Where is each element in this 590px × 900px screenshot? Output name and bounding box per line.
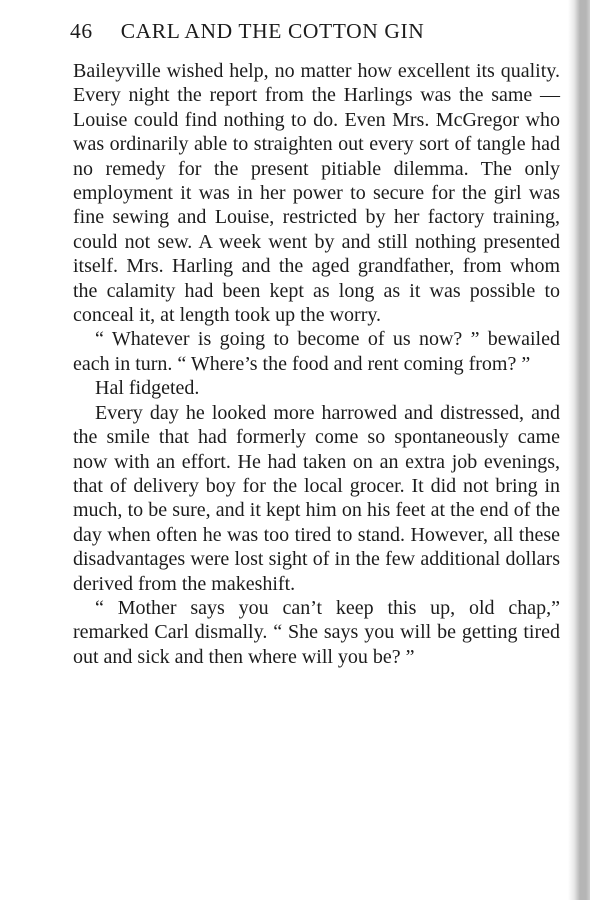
body-text xyxy=(73,59,560,669)
running-header xyxy=(70,18,560,44)
paragraph: Baileyville wished help, no matter how excellent its quality. Every night the report from the Harlings was the same — Louise could find nothing to do. Even Mrs. McGregor who was ordinarily able to straighten out every sort of tangle had no remedy for the present pitiable dilemma. The only employment it was in her power to secure for the girl was fine sewing and Louise, restricted by her factory training, could not sew. A week went by and still nothing presented itself. Mrs. Harling and the aged grandfather, from whom the calamity had been kept as long as it was possible to conceal it, at length took up the worry. xyxy=(73,60,560,327)
paragraph: “ Whatever is going to become of us now? ” bewailed each in turn. “ Where’s the food and rent coming from? ” xyxy=(73,328,560,375)
paragraph: Hal fidgeted. xyxy=(95,377,200,400)
page-edge-shadow xyxy=(568,0,590,900)
paragraph: Every day he looked more harrowed and distressed, and the smile that had formerly come so spontaneously came now with an effort. He had taken on an extra job evenings, that of delivery boy for the local grocer. It did not bring in much, to be sure, and it kept him on his feet at the end of the day when often he was too tired to stand. However, all these disadvantages were lost sight of in the few additional dollars derived from the makeshift. xyxy=(73,401,560,595)
page-number: 46 xyxy=(70,19,93,43)
paragraph: “ Mother says you can’t keep this up, old chap,” remarked Carl dismally. “ She says you will be getting tired out and sick and then where will you be? ” xyxy=(73,596,560,668)
running-title: CARL AND THE COTTON GIN xyxy=(120,19,425,43)
